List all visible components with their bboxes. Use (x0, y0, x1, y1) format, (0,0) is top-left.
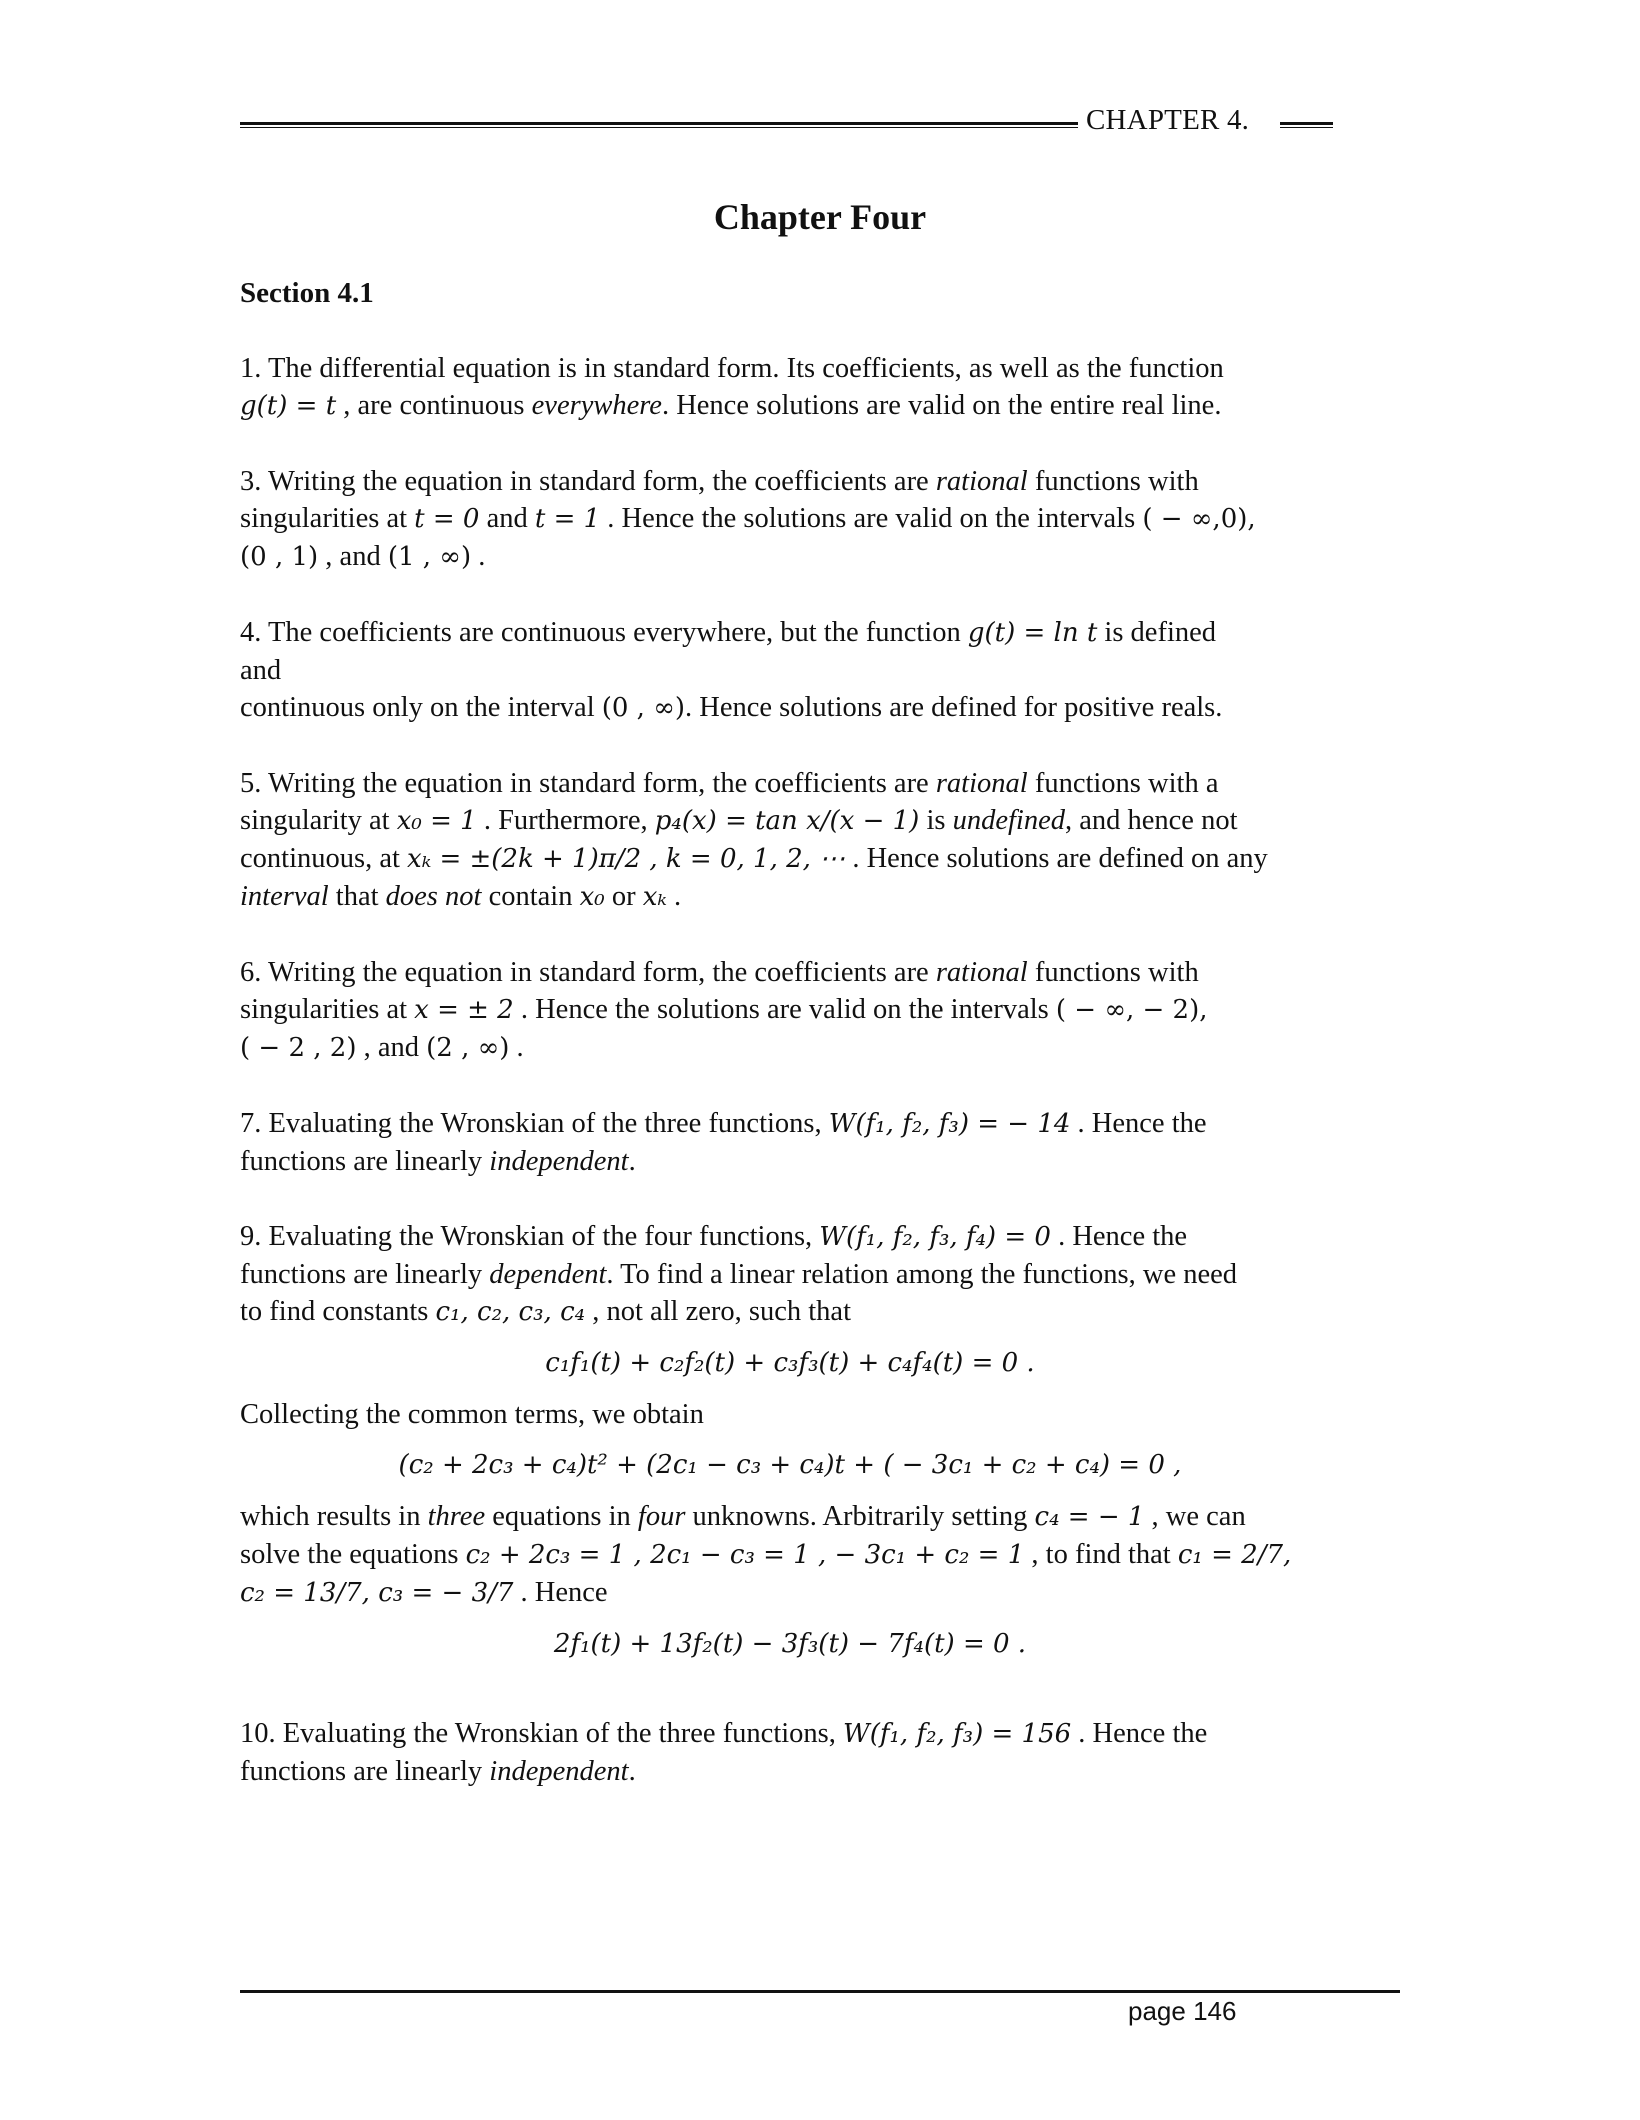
text: , and (318, 541, 388, 572)
text: . Hence the solutions are valid on the intervals (600, 503, 1143, 534)
text: solve the equations (240, 1539, 466, 1570)
display-equation-2: (c₂ + 2c₃ + c₄)t² + (2c₁ − c₃ + c₄)t + ( − 3c₁ + c₂ + c₄) = 0 , (398, 1450, 1182, 1480)
page-number: page 146 (1128, 1996, 1237, 2026)
chapter-title: Chapter Four (713, 197, 927, 237)
text: functions with (1027, 957, 1199, 988)
text: . Hence solutions are defined for positive reals. (685, 692, 1223, 723)
problem-3 (240, 463, 1400, 576)
display-equation-1: c₁f₁(t) + c₂f₂(t) + c₃f₃(t) + c₄f₄(t) = 0 . (545, 1348, 1035, 1378)
text: . Hence the (1050, 1221, 1188, 1252)
text: . Furthermore, (476, 805, 655, 836)
text: . Hence the (1071, 1718, 1208, 1749)
problem-10 (240, 1715, 1400, 1790)
problem-4 (240, 614, 1400, 727)
problem-9-line-1 (240, 1218, 1400, 1256)
text: , and hence not (1064, 805, 1238, 836)
math-inline: x₀ = 1 (396, 806, 477, 836)
math-inline: (0 , 1) (240, 542, 319, 572)
text: is defined (1097, 617, 1217, 648)
text: singularities at (240, 994, 415, 1025)
problem-9-line-3 (240, 1293, 1400, 1331)
math-inline: (1 , ∞) (387, 542, 472, 572)
problem-10-line-1 (240, 1715, 1400, 1753)
chapter-label: CHAPTER 4. (1086, 104, 1250, 136)
running-header (240, 104, 1333, 140)
problem-9-line-2 (240, 1256, 1400, 1293)
text: unknowns. Arbitrarily setting (685, 1501, 1035, 1532)
math-inline: W(f₁, f₂, f₃, f₄) = 0 (819, 1222, 1051, 1252)
text: . (628, 1756, 636, 1787)
math-inline: W(f₁, f₂, f₃) = − 14 (828, 1109, 1071, 1139)
math-inline: (2 , ∞) (426, 1033, 510, 1063)
problem-4-line-3 (240, 689, 1400, 727)
text: . To find a linear relation among the functions, we need (606, 1259, 1238, 1290)
text: equations in (485, 1501, 638, 1532)
text: . Hence solutions are valid on the entire real line. (661, 390, 1222, 421)
emphasis: three (427, 1501, 486, 1532)
text: singularities at (240, 503, 415, 534)
text: to find constants (240, 1296, 436, 1327)
text: contain (481, 881, 580, 912)
text: functions with (1027, 466, 1199, 497)
math-inline: c₁, c₂, c₃, c₄ (435, 1297, 586, 1327)
math-inline: x₀ (579, 882, 605, 912)
text: and (479, 503, 535, 534)
text: 6. Writing the equation in standard form, the coefficients are (240, 957, 936, 988)
math-inline: c₂ + 2c₃ = 1 , 2c₁ − c₃ = 1 , − 3c₁ + c₂ = 1 (465, 1540, 1025, 1570)
math-inline: c₂ = 13/7, c₃ = − 3/7 (240, 1578, 514, 1608)
emphasis: interval (240, 881, 329, 912)
display-equation-3: 2f₁(t) + 13f₂(t) − 3f₃(t) − 7f₄(t) = 0 . (553, 1629, 1027, 1659)
text: 3. Writing the equation in standard form, the coefficients are (240, 466, 936, 497)
problem-5-line-1 (240, 765, 1400, 802)
text: . (471, 541, 486, 572)
problem-4-line-1 (240, 614, 1400, 652)
text: . (628, 1146, 636, 1177)
text: 10. Evaluating the Wronskian of the three functions, (240, 1718, 844, 1749)
math-inline: p₄(x) = tan x/(x − 1) (654, 806, 920, 836)
text: . (666, 881, 682, 912)
problem-6-line-1 (240, 954, 1400, 991)
text: , not all zero, such that (585, 1296, 851, 1327)
math-inline: xₖ (642, 882, 667, 912)
text: 7. Evaluating the Wronskian of the three functions, (240, 1108, 829, 1139)
header-rule-left (240, 122, 1078, 128)
problem-6-line-2 (240, 991, 1400, 1029)
document-body (240, 350, 1400, 1828)
math-inline: (0 , ∞) (601, 693, 686, 723)
math-inline: xₖ = ±(2k + 1)π/2 , k = 0, 1, 2, ⋯ (407, 844, 846, 874)
math-inline: c₁ = 2/7, (1177, 1540, 1292, 1570)
text: functions with a (1027, 768, 1219, 799)
math-inline: ( − ∞,0), (1142, 504, 1256, 534)
emphasis: does not (385, 881, 482, 912)
math-inline: W(f₁, f₂, f₃) = 156 (843, 1719, 1072, 1749)
problem-7-line-2 (240, 1143, 1400, 1180)
text: continuous, at (240, 843, 408, 874)
text: functions are linearly (240, 1259, 490, 1290)
problem-3-line-2 (240, 500, 1400, 538)
text: , are continuous (336, 390, 532, 421)
problem-9-line-5 (240, 1498, 1400, 1536)
emphasis: rational (935, 768, 1028, 799)
text: 5. Writing the equation in standard form, the coefficients are (240, 768, 936, 799)
emphasis: rational (935, 957, 1028, 988)
text: singularity at (240, 805, 397, 836)
math-inline: ( − ∞, − 2), (1055, 995, 1208, 1025)
math-inline: g(t) = ln t (967, 618, 1098, 648)
text: continuous only on the interval (240, 692, 602, 723)
problem-10-line-2 (240, 1753, 1400, 1790)
math-inline: ( − 2 , 2) (240, 1033, 357, 1063)
text: that (328, 881, 386, 912)
problem-5-line-2 (240, 802, 1400, 840)
text: , and (356, 1032, 427, 1063)
problem-5-line-3 (240, 840, 1400, 878)
section-heading: Section 4.1 (240, 277, 374, 309)
emphasis: independent (489, 1756, 629, 1787)
text: functions are linearly (240, 1756, 490, 1787)
problem-9-line-4: Collecting the common terms, we obtain (240, 1399, 704, 1430)
math-inline: x = ± 2 (414, 995, 514, 1025)
emphasis: dependent (489, 1259, 607, 1290)
problem-5 (240, 765, 1400, 916)
text: 4. The coefficients are continuous everywhere, but the function (240, 617, 968, 648)
footer-rule (240, 1990, 1400, 1993)
problem-1 (240, 350, 1400, 425)
emphasis: four (637, 1501, 686, 1532)
problem-1-line-1: 1. The differential equation is in standard form. Its coefficients, as well as the function (240, 353, 1224, 384)
math-inline: g(t) = t (240, 391, 337, 421)
text: . Hence (513, 1577, 608, 1608)
problem-4-line-2: and (240, 655, 282, 686)
text: . Hence the solutions are valid on the intervals (513, 994, 1056, 1025)
emphasis: rational (935, 466, 1028, 497)
problem-5-line-4 (240, 878, 1400, 916)
problem-6-line-3 (240, 1029, 1400, 1067)
emphasis: independent (489, 1146, 629, 1177)
text: 9. Evaluating the Wronskian of the four functions, (240, 1221, 820, 1252)
header-rule-right (1280, 122, 1333, 128)
problem-1-line-2 (240, 387, 1400, 425)
text: is (919, 805, 953, 836)
problem-6 (240, 954, 1400, 1067)
text: , to find that (1024, 1539, 1178, 1570)
problem-7 (240, 1105, 1400, 1180)
text: functions are linearly (240, 1146, 490, 1177)
problem-3-line-1 (240, 463, 1400, 500)
text: . (509, 1032, 524, 1063)
problem-9-line-6 (240, 1536, 1400, 1574)
problem-7-line-1 (240, 1105, 1400, 1143)
math-inline: c₄ = − 1 (1034, 1502, 1145, 1532)
math-inline: t = 0 (414, 504, 480, 534)
text: . Hence the (1070, 1108, 1207, 1139)
emphasis: everywhere (531, 390, 662, 421)
text: or (604, 881, 643, 912)
math-inline: t = 1 (534, 504, 601, 534)
problem-3-line-3 (240, 538, 1400, 576)
text: . Hence solutions are defined on any (845, 843, 1268, 874)
emphasis: undefined (952, 805, 1065, 836)
text: which results in (240, 1501, 428, 1532)
text: , we can (1144, 1501, 1246, 1532)
problem-9-line-7 (240, 1574, 1400, 1612)
problem-9 (240, 1218, 1400, 1663)
